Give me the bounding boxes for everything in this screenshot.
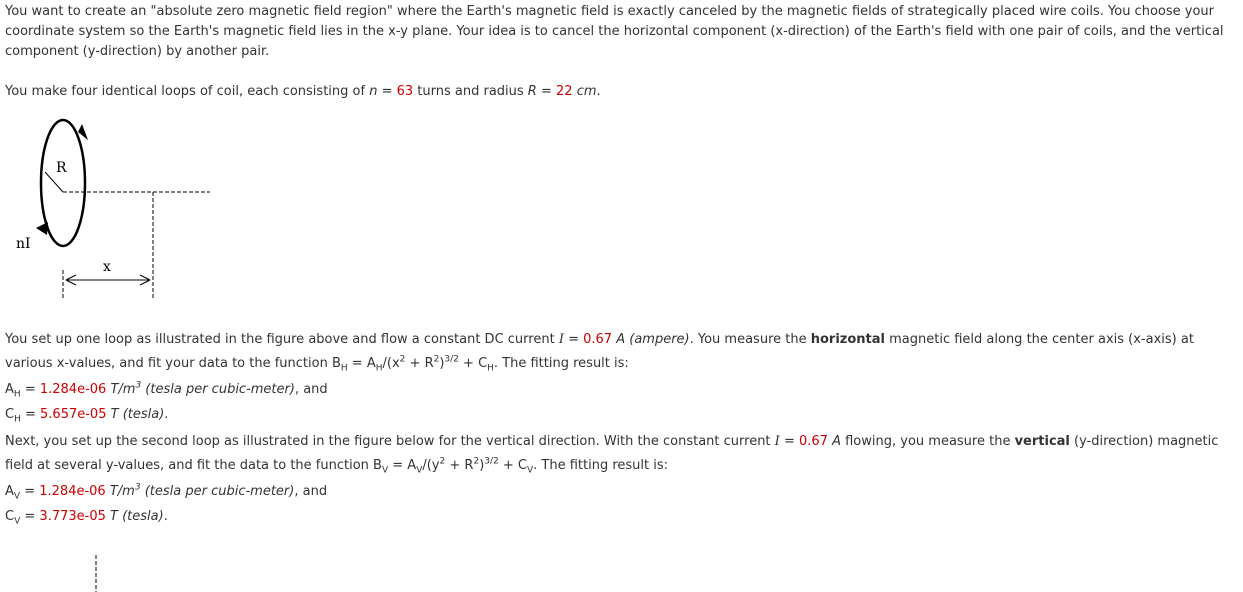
current-unit: A (ampere) <box>616 332 690 347</box>
setup2-text-1: Next, you set up the second loop as illustrated in the figure below for the vertical direction. With the constant current <box>5 434 775 449</box>
setup1-text-5: /(x <box>382 356 400 371</box>
AH-unit-desc: (tesla per cubic-meter) <box>141 382 295 397</box>
loops-mid-text: turns and radius <box>413 84 528 99</box>
setup2-text-6: + R <box>445 458 474 473</box>
sub-V-1: V <box>381 465 389 476</box>
CH-name: C <box>5 407 15 422</box>
current-symbol: I <box>558 332 564 347</box>
result-A-H <box>5 380 1235 400</box>
setup1-text-1: You set up one loop as illustrated in the figure above and flow a constant DC current <box>5 332 559 347</box>
sup-2-b: 2 <box>433 354 440 365</box>
setup2-text-7: ) <box>479 458 485 473</box>
setup2-equals: = <box>779 434 799 449</box>
setup2-text-3: (y-direction) magnetic field at several y-values, and fit the data to the function B <box>5 434 1219 473</box>
AH-unit-sup: 3 <box>135 380 142 391</box>
horizontal-bold: horizontal <box>810 332 885 347</box>
setup2-text-5: /(y <box>422 458 440 473</box>
vertical-bold: vertical <box>1014 434 1070 449</box>
sup-3-2-b: 3/2 <box>484 456 499 467</box>
loops-end: . <box>596 84 601 99</box>
setup-horizontal-paragraph <box>5 328 1235 376</box>
sub-V-3: V <box>526 465 534 476</box>
setup1-text-3: magnetic field along the center axis (x-axis) at various x-values, and fit your data to the function B <box>5 332 1194 371</box>
AV-unit-pre: T/m <box>109 484 135 499</box>
AH-equals: = <box>20 382 40 397</box>
current-symbol-2: I <box>774 434 780 449</box>
AV-value: 1.284e-06 <box>39 484 106 499</box>
r-unit: cm <box>576 84 597 99</box>
sub-H-1: H <box>340 363 348 374</box>
result-C-V <box>5 507 1235 527</box>
CH-equals: = <box>20 407 41 422</box>
CV-dot: . <box>163 509 168 524</box>
CH-unit: T (tesla) <box>110 407 165 422</box>
AH-unit-pre: T/m <box>110 382 136 397</box>
AV-equals: = <box>20 484 40 499</box>
n-value: 63 <box>396 84 414 99</box>
AH-sub: H <box>13 389 21 400</box>
AH-and: , and <box>294 382 328 397</box>
label-x: x <box>103 259 111 275</box>
r-equals: = <box>536 84 557 99</box>
AV-unit <box>110 484 295 499</box>
result-A-V <box>5 482 1235 502</box>
n-symbol: n <box>369 84 378 99</box>
current-value-2: 0.67 <box>798 434 828 449</box>
setup1-text-4: = A <box>347 356 376 371</box>
current-arrow-bottom-icon <box>36 222 48 235</box>
CV-value: 3.773e-05 <box>39 509 106 524</box>
r-symbol: R <box>527 84 537 99</box>
CH-value: 5.657e-05 <box>40 407 107 422</box>
setup2-text-2: flowing, you measure the <box>840 434 1015 449</box>
result-C-H <box>5 405 1235 425</box>
AH-name: A <box>5 382 14 397</box>
current-value: 0.67 <box>583 332 613 347</box>
sub-V-2: V <box>416 465 423 476</box>
AV-and: , and <box>294 484 328 499</box>
current-unit-2: A <box>832 434 841 449</box>
sub-H-3: H <box>487 363 494 374</box>
sup-3-2: 3/2 <box>444 354 459 365</box>
sub-H-2: H <box>375 363 383 374</box>
n-equals: = <box>377 84 397 99</box>
AV-sub: V <box>13 491 21 502</box>
AH-unit <box>110 382 295 397</box>
setup1-text-9: . The fitting result is: <box>493 356 629 371</box>
label-R: R <box>56 160 67 176</box>
setup1-text-8: + C <box>458 356 488 371</box>
intro-paragraph: You want to create an "absolute zero magnetic field region" where the Earth's magnetic field is exactly canceled by the magnetic fields of strategically placed wire coils. You choose your coordinate system so the Earth's magnetic field lies in the x-y plane. Your idea is to cancel the horizontal component (x-direction) of the Earth's field with one pair of coils, and the vertical component (y-direction) by another pair. <box>5 4 1224 59</box>
coil-figure-horizontal <box>0 110 230 305</box>
r-value: 22 <box>556 84 573 99</box>
setup2-text-8: + C <box>498 458 527 473</box>
CH-sub: H <box>14 414 21 425</box>
AV-unit-desc: (tesla per cubic-meter) <box>140 484 295 499</box>
setup1-text-7: ) <box>439 356 445 371</box>
sup-2-c: 2 <box>439 456 446 467</box>
setup2-text-9: . The fitting result is: <box>533 458 669 473</box>
CV-sub: V <box>14 516 21 527</box>
setup-vertical-paragraph <box>5 430 1235 478</box>
setup2-text-4: = A <box>388 458 417 473</box>
AV-name: A <box>5 484 14 499</box>
loops-prefix: You make four identical loops of coil, each consisting of <box>5 84 370 99</box>
CV-name: C <box>5 509 15 524</box>
setup1-equals: = <box>563 332 584 347</box>
CV-equals: = <box>20 509 40 524</box>
label-nI: nI <box>16 236 31 252</box>
sup-2-a: 2 <box>399 354 406 365</box>
AV-unit-sup: 3 <box>134 482 141 493</box>
setup1-text-6: + R <box>405 356 434 371</box>
CH-dot: . <box>164 407 169 422</box>
CV-unit: T (tesla) <box>110 509 164 524</box>
coil-figure-vertical <box>90 555 102 592</box>
loops-paragraph <box>5 82 1235 102</box>
setup1-text-2: . You measure the <box>689 332 811 347</box>
AH-value: 1.284e-06 <box>39 382 107 397</box>
sup-2-d: 2 <box>473 456 480 467</box>
